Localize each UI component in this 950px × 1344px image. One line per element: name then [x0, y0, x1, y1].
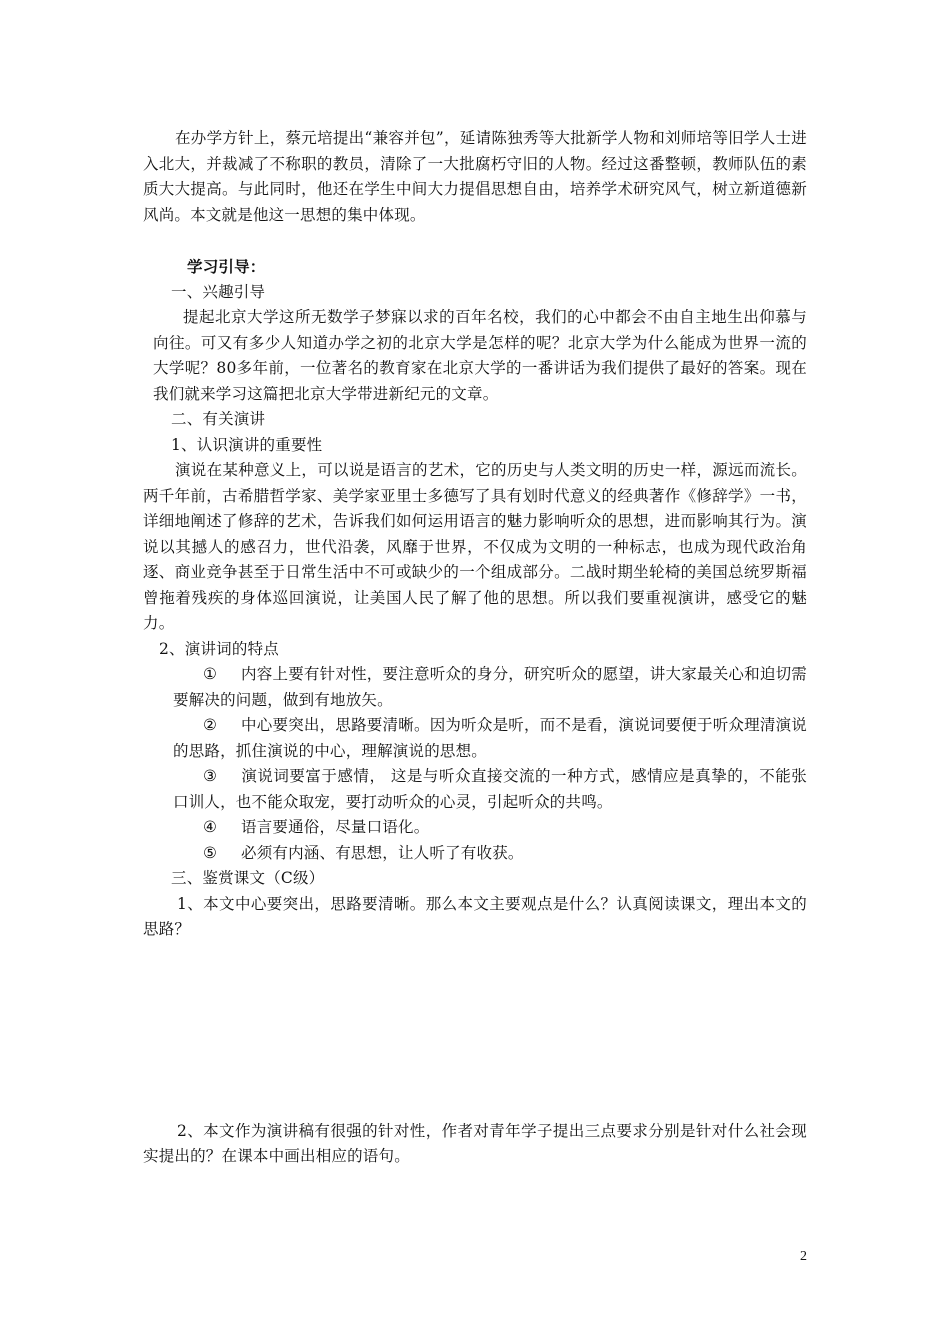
section3-title: 三、鉴赏课文（C级） — [171, 869, 325, 887]
document-body — [143, 126, 807, 1170]
item-text: 演说词要富于感情， 这是与听众直接交流的一种方式，感情应是真挚的，不能张口训人，也不能众取宠，要打动听众的心灵，引起听众的共鸣。 — [173, 767, 807, 811]
section2-part1-title: 1、认识演讲的重要性 — [171, 435, 323, 454]
item-number: ③ — [203, 767, 218, 785]
question-1: 1、本文中心要突出，思路要清晰。那么本文主要观点是什么？认真阅读课文，理出本文的思路？ — [143, 894, 807, 938]
section2-part2-title: 2、演讲词的特点 — [159, 639, 279, 658]
feature-item — [143, 841, 807, 867]
item-text: 中心要突出，思路要清晰。因为听众是听，而不是看，演说词要便于听众理清演说的思路，抓住演说的中心，理解演说的思想。 — [173, 716, 807, 760]
section1-text: 提起北京大学这所无数学子梦寐以求的百年名校，我们的心中都会不由自主地生出仰慕与向往。可又有多少人知道办学之初的北京大学是怎样的呢？北京大学为什么能成为世界一流的大学呢？80多年前，一位著名的教育家在北京大学的一番讲话为我们提供了最好的答案。现在我们就来学习这篇把北京大学带进新纪元的文章。 — [153, 308, 807, 403]
section2-title: 二、有关演讲 — [171, 410, 266, 428]
section2-part1-text: 演说在某种意义上，可以说是语言的艺术，它的历史与人类文明的历史一样，源远而流长。两千年前，古希腊哲学家、美学家亚里士多德写了具有划时代意义的经典著作《修辞学》一书，详细地阐述了修辞的艺术，告诉我们如何运用语言的魅力影响听众的思想，进而影响其行为。演说以其撼人的感召力，世代沿袭，风靡于世界，不仅成为文明的一种标志，也成为现代政治角逐、商业竞争甚至于日常生活中不可或缺少的一个组成部分。二战时期坐轮椅的美国总统罗斯福曾拖着残疾的身体巡回演说，让美国人民了解了他的思想。所以我们要重视演讲，感受它的魅力。 — [143, 461, 807, 632]
intro-paragraph: 在办学方针上，蔡元培提出“兼容并包”，延请陈独秀等大批新学人物和刘师培等旧学人士进入北大，并裁减了不称职的教员，清除了一大批腐朽守旧的人物。经过这番整顿，教师队伍的素质大大提高。与此同时，他还在学生中间大力提倡思想自由，培养学术研究风气，树立新道德新风尚。本文就是他这一思想的集中体现。 — [143, 129, 807, 224]
item-number: ② — [203, 716, 218, 734]
item-number: ① — [203, 665, 218, 683]
study-guide-heading: 学习引导： — [187, 257, 266, 276]
item-text: 语言要通俗，尽量口语化。 — [241, 818, 430, 836]
item-text: 内容上要有针对性，要注意听众的身分，研究听众的愿望，讲大家最关心和迫切需要解决的问题，做到有地放矢。 — [173, 665, 807, 709]
feature-item — [143, 815, 807, 841]
feature-item — [143, 713, 807, 764]
feature-item — [143, 662, 807, 713]
item-text: 必须有内涵、有思想，让人听了有收获。 — [241, 843, 524, 862]
question-2: 2、本文作为演讲稿有很强的针对性，作者对青年学子提出三点要求分别是针对什么社会现实提出的？在课本中画出相应的语句。 — [143, 1121, 807, 1165]
item-number: ④ — [203, 818, 218, 836]
feature-item — [143, 764, 807, 815]
page-number: 2 — [800, 1249, 807, 1264]
item-number: ⑤ — [203, 843, 218, 862]
section1-title: 一、兴趣引导 — [171, 282, 266, 301]
answer-space — [143, 943, 807, 1119]
